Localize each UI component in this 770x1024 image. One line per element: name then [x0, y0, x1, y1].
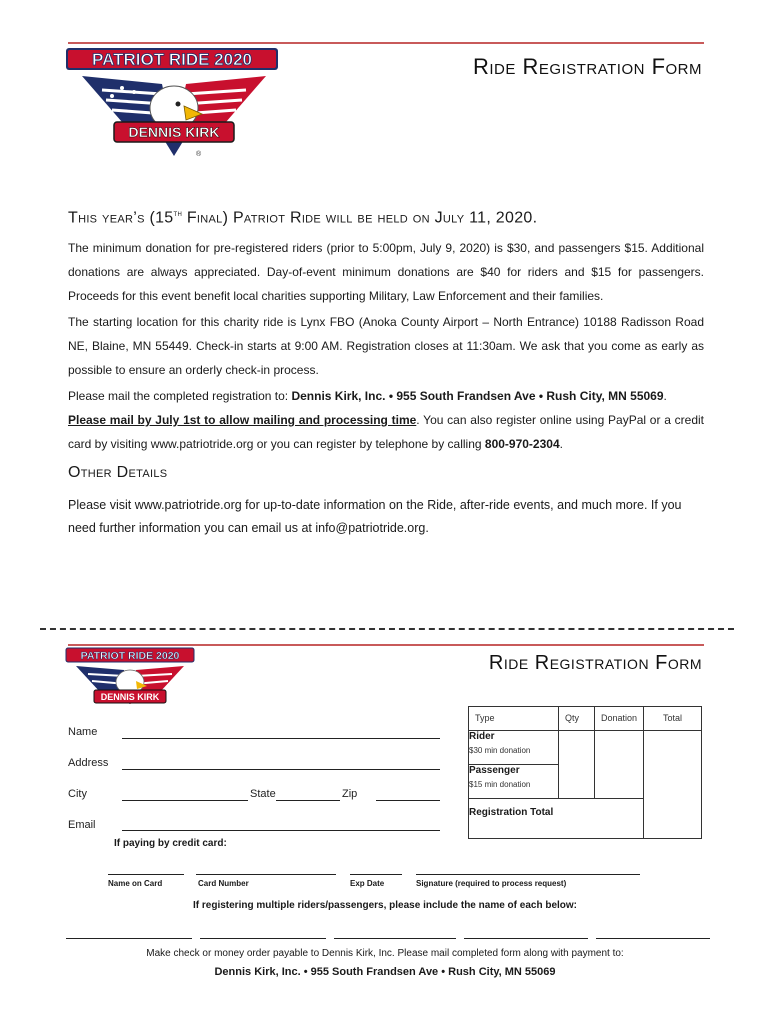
- other-details-heading: Other Details: [68, 464, 168, 481]
- card-number-field[interactable]: [196, 874, 336, 875]
- mail-address: Dennis Kirk, Inc. • 955 South Frandsen Ave • Rush City, MN 55069: [291, 389, 664, 403]
- city-label: City: [68, 788, 87, 800]
- passenger-min-donation: $15 min donation: [469, 780, 531, 789]
- donation-cell[interactable]: [595, 731, 644, 799]
- mail-text-c: . You can also register online using PayPal or a credit card by visiting www.patriotride.org or you can register by telephone by calling: [68, 413, 704, 451]
- card-number-label: Card Number: [198, 879, 249, 888]
- ride-date-heading: [68, 208, 537, 227]
- page-title: Ride Registration Form: [473, 54, 702, 79]
- state-field[interactable]: [276, 800, 340, 801]
- qty-header: Qty: [559, 707, 595, 731]
- city-field[interactable]: [122, 800, 248, 801]
- additional-name-3[interactable]: [334, 938, 456, 939]
- zip-field[interactable]: [376, 800, 440, 801]
- phone-number: 800-970-2304: [484, 437, 560, 451]
- name-on-card-field[interactable]: [108, 874, 184, 875]
- additional-name-2[interactable]: [200, 938, 326, 939]
- passenger-label: Passenger: [469, 765, 520, 776]
- mail-text-a: Please mail the completed registration to:: [68, 389, 292, 403]
- exp-date-label: Exp Date: [350, 879, 385, 888]
- location-paragraph: The starting location for this charity ride is Lynx FBO (Anoka County Airport – North Entrance) 10188 Radisson Road NE, Blaine, MN 55449. Check-in starts at 9:00 AM. Registration closes at 11:30am. We ask that you come as early as possible to ensure an orderly check-in process.: [68, 315, 704, 377]
- email-field[interactable]: [122, 830, 440, 831]
- signature-field[interactable]: [416, 874, 640, 875]
- logo-event-text: PATRIOT RIDE 2020: [92, 50, 252, 69]
- rider-label: Rider: [469, 731, 495, 742]
- additional-name-5[interactable]: [596, 938, 710, 939]
- signature-label: Signature (required to process request): [416, 879, 567, 888]
- form-rule: [68, 644, 704, 646]
- other-details-text: Please visit www.patriotride.org for up-to-date information on the Ride, after-ride events, and much more. If you need further information you can email us at info@patriotride.org.: [68, 498, 682, 535]
- top-rule: [68, 42, 704, 44]
- logo-sponsor-text: DENNIS KIRK: [128, 124, 220, 140]
- patriot-ride-logo: [62, 44, 286, 162]
- mail-deadline: Please mail by July 1st to allow mailing and processing time: [68, 413, 417, 427]
- footer-address: Dennis Kirk, Inc. • 955 South Frandsen Ave • Rush City, MN 55069: [214, 966, 556, 978]
- registration-table: [468, 706, 702, 839]
- mail-paragraph: [68, 384, 704, 456]
- additional-name-1[interactable]: [66, 938, 192, 939]
- mail-text-d: .: [559, 437, 563, 451]
- total-header: Total: [644, 707, 702, 731]
- type-header: Type: [469, 707, 559, 731]
- form-title: Ride Registration Form: [488, 652, 702, 674]
- email-label: Email: [68, 819, 96, 831]
- passenger-cell: [469, 765, 559, 799]
- name-field[interactable]: [122, 738, 440, 739]
- registration-total-label: Registration Total: [469, 807, 554, 818]
- patriot-ride-logo-small: [64, 646, 196, 714]
- payable-note: Make check or money order payable to Dennis Kirk, Inc. Please mail completed form along with payment to:: [146, 948, 624, 959]
- small-logo-event-text: PATRIOT RIDE 2020: [80, 650, 180, 662]
- heading-superscript: th: [173, 208, 183, 218]
- address-field[interactable]: [122, 769, 440, 770]
- total-cell[interactable]: [644, 731, 702, 839]
- exp-date-field[interactable]: [350, 874, 402, 875]
- multiple-riders-note: If registering multiple riders/passengers, please include the name of each below:: [193, 900, 577, 911]
- mail-text-b: .: [663, 389, 667, 403]
- heading-part-2: Final) Patriot Ride will be held on July 11, 2020.: [182, 209, 538, 227]
- credit-card-heading: If paying by credit card:: [114, 838, 227, 849]
- name-label: Name: [68, 726, 98, 738]
- rider-min-donation: $30 min donation: [469, 746, 531, 755]
- qty-cell[interactable]: [559, 731, 595, 799]
- additional-name-4[interactable]: [464, 938, 588, 939]
- state-label: State: [250, 788, 276, 800]
- rider-cell: [469, 731, 559, 765]
- name-on-card-label: Name on Card: [108, 879, 163, 888]
- small-logo-sponsor-text: DENNIS KIRK: [100, 692, 160, 702]
- zip-label: Zip: [342, 788, 358, 800]
- registration-total-cell: [469, 799, 644, 839]
- address-label: Address: [68, 757, 109, 769]
- donation-header: Donation: [595, 707, 644, 731]
- logo-trademark: ®: [196, 151, 202, 158]
- heading-part-1: This year’s (15: [68, 209, 174, 227]
- cut-line: [40, 628, 734, 630]
- donation-paragraph: The minimum donation for pre-registered riders (prior to 5:00pm, July 9, 2020) is $30, and passengers $15. Additional donations are always appreciated. Day-of-event minimum donations are $40 for riders and $15 for passengers. Proceeds for this event benefit local charities supporting Military, Law Enforcement and their families.: [68, 241, 704, 303]
